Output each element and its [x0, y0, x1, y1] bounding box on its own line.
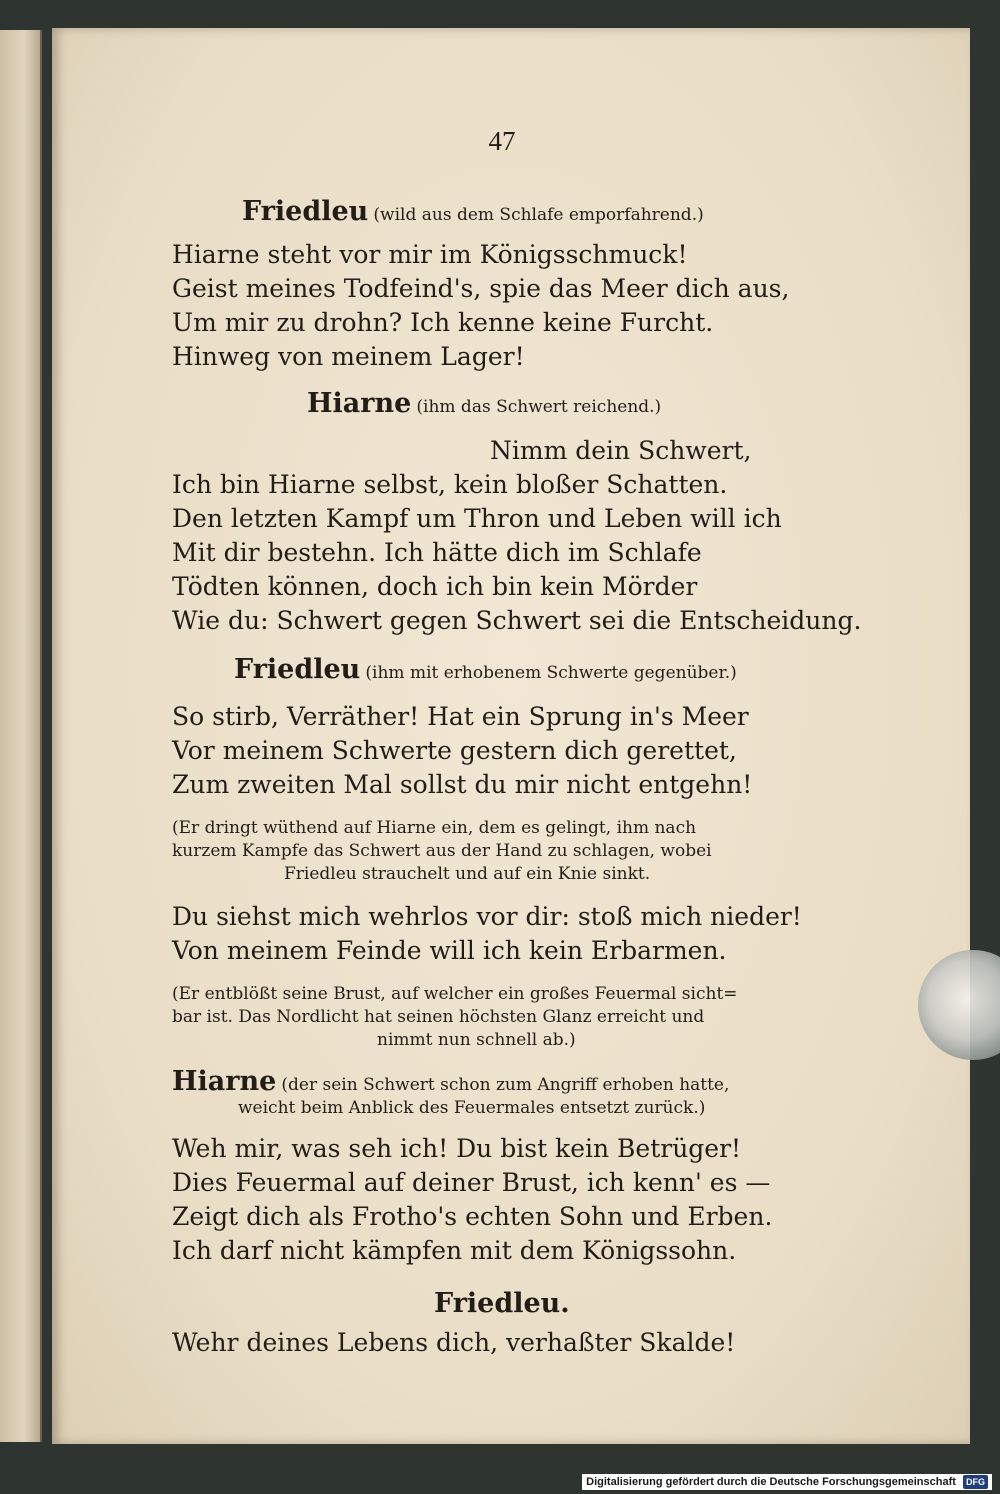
book-page: [52, 28, 970, 1444]
speaker-name: Friedleu: [234, 654, 361, 685]
verse-line: So stirb, Verräther! Hat ein Sprung in's Meer: [172, 702, 749, 731]
verse-line: Von meinem Feinde will ich kein Erbarmen.: [172, 936, 727, 965]
stage-note-line: (Er dringt wüthend auf Hiarne ein, dem es gelingt, ihm nach: [172, 818, 697, 838]
verse-line: Zum zweiten Mal sollst du mir nicht entgehn!: [172, 770, 753, 799]
verse-line: Wie du: Schwert gegen Schwert sei die Entscheidung.: [172, 606, 862, 635]
speaker-name: Hiarne: [172, 1066, 277, 1097]
verse-line: Ich darf nicht kämpfen mit dem Königssohn.: [172, 1236, 737, 1265]
verse-line: Hinweg von meinem Lager!: [172, 342, 525, 371]
speaker-heading: [234, 654, 737, 685]
stage-note-line: (Er entblößt seine Brust, auf welcher ein großes Feuermal sicht=: [172, 984, 738, 1004]
verse-line: Um mir zu drohn? Ich kenne keine Furcht.: [172, 308, 714, 337]
verse-line: Mit dir bestehn. Ich hätte dich im Schlafe: [172, 538, 702, 567]
stage-note-line: weicht beim Anblick des Feuermales entsetzt zurück.): [238, 1098, 706, 1118]
stage-note-line: kurzem Kampfe das Schwert aus der Hand zu schlagen, wobei: [172, 841, 712, 861]
speaker-heading: [242, 196, 704, 227]
speaker-name: Friedleu.: [434, 1288, 570, 1319]
speaker-name: Hiarne: [307, 388, 412, 419]
digitization-credit: [582, 1474, 992, 1490]
page-number: 47: [488, 126, 516, 156]
verse-line: Du siehst mich wehrlos vor dir: stoß mich nieder!: [172, 902, 802, 931]
verse-line: Weh mir, was seh ich! Du bist kein Betrüger!: [172, 1134, 742, 1163]
verse-line: Dies Feuermal auf deiner Brust, ich kenn' es —: [172, 1168, 771, 1197]
verse-line: Geist meines Todfeind's, spie das Meer dich aus,: [172, 274, 790, 303]
verse-line: Wehr deines Lebens dich, verhaßter Skalde!: [172, 1328, 736, 1357]
verse-line: Tödten können, doch ich bin kein Mörder: [172, 572, 698, 601]
speaker-heading: [172, 1066, 729, 1097]
verse-line: Den letzten Kampf um Thron und Leben will ich: [172, 504, 782, 533]
stage-note-line: nimmt nun schnell ab.): [377, 1030, 576, 1050]
verse-line: Ich bin Hiarne selbst, kein bloßer Schatten.: [172, 470, 728, 499]
facing-page-edge: [0, 30, 42, 1442]
dfg-logo-icon: DFG: [963, 1475, 988, 1489]
verse-line: Hiarne steht vor mir im Königsschmuck!: [172, 240, 688, 269]
speaker-heading: [307, 388, 661, 419]
stage-direction: (ihm das Schwert reichend.): [416, 397, 662, 417]
stage-note-line: bar ist. Das Nordlicht hat seinen höchsten Glanz erreicht und: [172, 1007, 705, 1027]
stage-direction: (ihm mit erhobenem Schwerte gegenüber.): [365, 663, 737, 683]
verse-line: Vor meinem Schwerte gestern dich gerettet,: [172, 736, 737, 765]
speaker-heading: [434, 1288, 570, 1319]
verse-line: Zeigt dich als Frotho's echten Sohn und Erben.: [172, 1202, 773, 1231]
credit-text: Digitalisierung gefördert durch die Deutsche Forschungsgemeinschaft: [586, 1476, 956, 1488]
stage-direction: (der sein Schwert schon zum Angriff erhoben hatte,: [281, 1075, 730, 1095]
stage-direction: (wild aus dem Schlafe emporfahrend.): [373, 205, 704, 225]
verse-line: Nimm dein Schwert,: [490, 436, 752, 465]
stage-note-line: Friedleu strauchelt und auf ein Knie sinkt.: [284, 864, 651, 884]
speaker-name: Friedleu: [242, 196, 369, 227]
